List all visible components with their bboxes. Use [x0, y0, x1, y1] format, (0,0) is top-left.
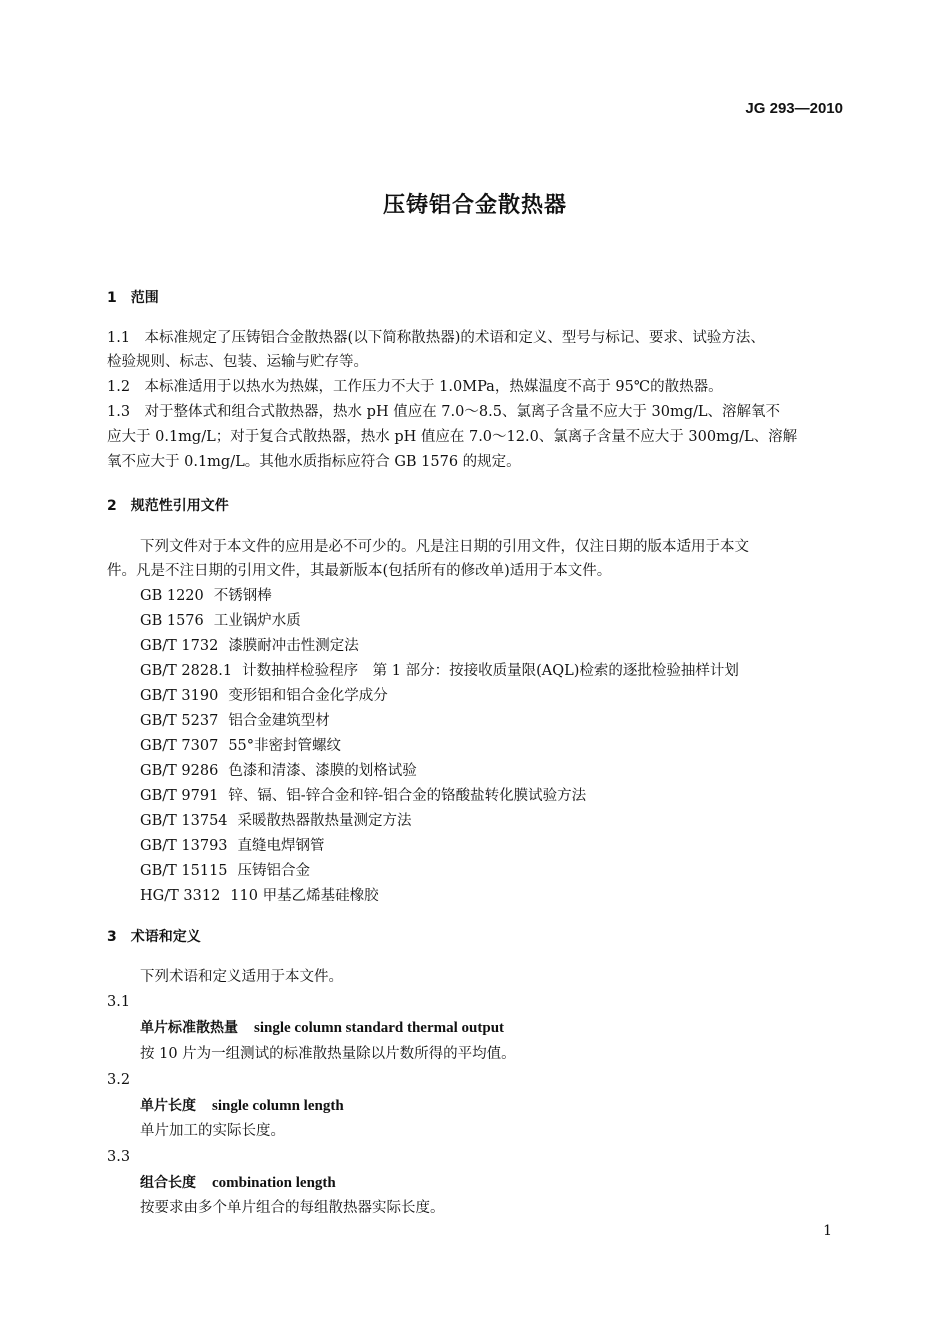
term-heading — [140, 1094, 344, 1119]
reference-title: 直缝电焊钢管 — [237, 838, 325, 854]
section-1-heading: 1 范围 — [107, 290, 159, 306]
clause-1-3-line-2: 应大于 0.1mg/L；对于复合式散热器，热水 pH 值应在 7.0～12.0、氯离子含量不应大于 300mg/L、溶解 — [107, 429, 798, 445]
reference-title: 110 甲基乙烯基硅橡胶 — [230, 888, 379, 904]
reference-title: 采暖散热器散热量测定方法 — [237, 813, 412, 829]
term-definition: 按 10 片为一组测试的标准散热量除以片数所得的平均值。 — [140, 1046, 516, 1062]
reference-code: GB/T 13754 — [140, 813, 228, 829]
reference-code: GB/T 9286 — [140, 763, 219, 779]
reference-item — [140, 634, 359, 659]
reference-title: 不锈钢棒 — [213, 588, 272, 604]
clause-1-2: 1.2 本标准适用于以热水为热媒，工作压力不大于 1.0MPa，热媒温度不高于 95℃的散热器。 — [107, 379, 723, 395]
clause-1-1-line-2: 检验规则、标志、包装、运输与贮存等。 — [107, 354, 368, 370]
term-en: combination length — [212, 1175, 336, 1191]
term-definition: 单片加工的实际长度。 — [140, 1123, 285, 1139]
sec3-intro: 下列术语和定义适用于本文件。 — [140, 969, 343, 985]
reference-code: GB/T 13793 — [140, 838, 228, 854]
term-en: single column length — [212, 1098, 344, 1114]
reference-item — [140, 709, 330, 734]
section-2-heading: 2 规范性引用文件 — [107, 498, 229, 514]
reference-item — [140, 684, 388, 709]
reference-title: 55°非密封管螺纹 — [228, 738, 342, 754]
reference-code: GB/T 15115 — [140, 863, 228, 879]
clause-1-3-line-1: 1.3 对于整体式和组合式散热器，热水 pH 值应在 7.0～8.5、氯离子含量不应大于 30mg/L、溶解氧不 — [107, 404, 781, 420]
term-zh: 组合长度 — [140, 1175, 196, 1191]
reference-title: 色漆和清漆、漆膜的划格试验 — [228, 763, 417, 779]
term-zh: 单片标准散热量 — [140, 1020, 238, 1036]
reference-code: GB/T 7307 — [140, 738, 219, 754]
term-number: 3.1 — [107, 994, 131, 1010]
reference-title: 漆膜耐冲击性测定法 — [228, 638, 359, 654]
term-heading — [140, 1171, 336, 1196]
reference-code: GB/T 9791 — [140, 788, 219, 804]
reference-code: GB 1576 — [140, 613, 204, 629]
reference-title: 压铸铝合金 — [237, 863, 311, 879]
reference-item — [140, 584, 272, 609]
reference-title: 锌、镉、铝-锌合金和锌-铝合金的铬酸盐转化膜试验方法 — [228, 788, 587, 804]
reference-title: 工业锅炉水质 — [213, 613, 301, 629]
sec2-intro-line-2: 件。凡是不注日期的引用文件，其最新版本(包括所有的修改单)适用于本文件。 — [107, 563, 612, 579]
term-number: 3.2 — [107, 1072, 131, 1088]
reference-item — [140, 609, 301, 634]
document-title: 压铸铝合金散热器 — [382, 193, 567, 218]
reference-code: GB/T 5237 — [140, 713, 219, 729]
reference-item — [140, 834, 325, 859]
reference-item — [140, 759, 417, 784]
reference-title: 计数抽样检验程序 第 1 部分：按接收质量限(AQL)检索的逐批检验抽样计划 — [242, 663, 739, 679]
reference-code: GB 1220 — [140, 588, 204, 604]
term-en: single column standard thermal output — [254, 1020, 505, 1036]
reference-item — [140, 784, 586, 809]
term-definition: 按要求由多个单片组合的每组散热器实际长度。 — [140, 1200, 445, 1216]
standard-number: JG 293—2010 — [745, 100, 843, 117]
clause-1-3-line-3: 氧不应大于 0.1mg/L。其他水质指标应符合 GB 1576 的规定。 — [107, 454, 521, 470]
reference-item — [140, 859, 310, 884]
sec2-intro-line-1: 下列文件对于本文件的应用是必不可少的。凡是注日期的引用文件，仅注日期的版本适用于本文 — [140, 539, 749, 555]
page-number: 1 — [823, 1223, 832, 1239]
reference-item — [140, 734, 341, 759]
term-heading — [140, 1016, 504, 1041]
reference-code: GB/T 1732 — [140, 638, 219, 654]
reference-item — [140, 659, 739, 684]
reference-code: GB/T 3190 — [140, 688, 219, 704]
reference-code: HG/T 3312 — [140, 888, 221, 904]
term-number: 3.3 — [107, 1149, 131, 1165]
section-3-heading: 3 术语和定义 — [107, 929, 201, 945]
reference-title: 变形铝和铝合金化学成分 — [228, 688, 388, 704]
reference-code: GB/T 2828.1 — [140, 663, 233, 679]
term-zh: 单片长度 — [140, 1098, 196, 1114]
reference-item — [140, 884, 379, 909]
reference-item — [140, 809, 412, 834]
clause-1-1-line-1: 1.1 本标准规定了压铸铝合金散热器(以下简称散热器)的术语和定义、型号与标记、要求、试验方法、 — [107, 330, 765, 346]
reference-title: 铝合金建筑型材 — [228, 713, 330, 729]
